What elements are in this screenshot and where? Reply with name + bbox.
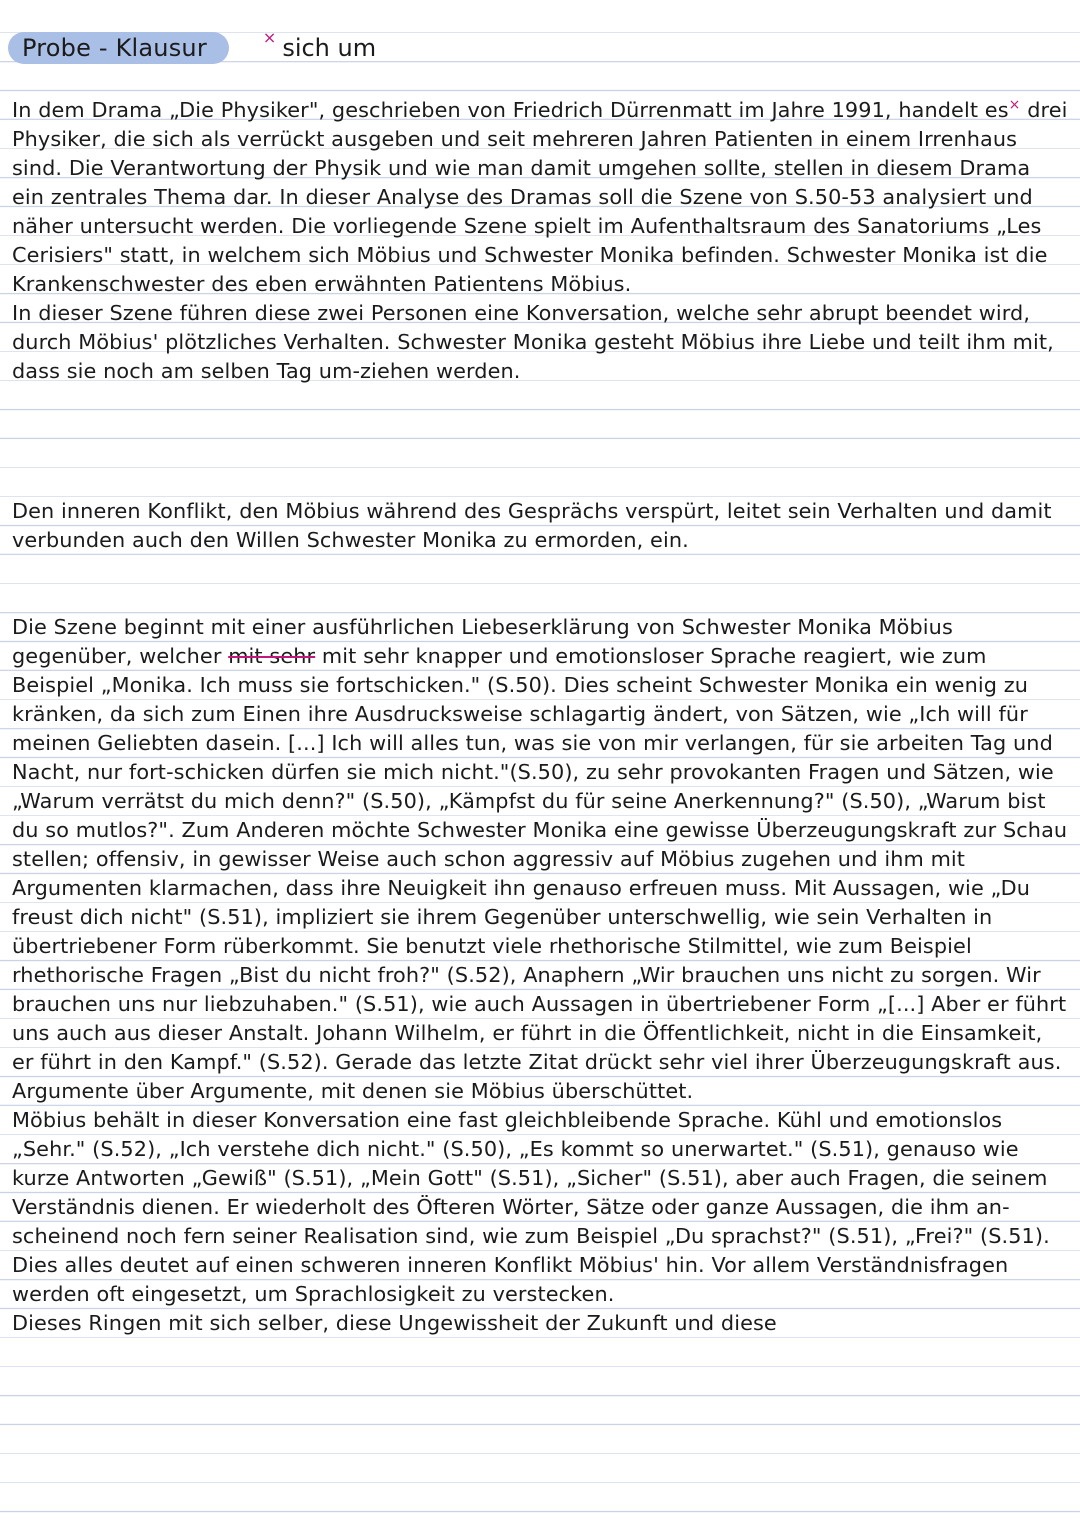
paragraph-moebius-analysis: Möbius behält in dieser Konversation eine fast gleichbleibende Sprache. Kühl und emotionslos „Sehr." (S.52), „Ich verstehe dich nicht." (S.50), „Es kommt so unerwartet." (S.51), genauso wie kurze Antworten „Gewiß" (S.51), „Mein Gott" (S.51), „Sicher" (S.51), aber auch Fragen, die seinem Verständnis dienen. Er wiederholt des Öfteren Wörter, Sätze oder ganze Aussagen, die ihm an-scheinend noch fern seiner Realisation sind, wie zum Beispiel „Du sprachst?" (S.51), „Frei?" (S.51). Dies alles deutet auf einen schweren inneren Konflikt Möbius' hin. Vor allem Verständnisfragen werden oft eingesetzt, um Sprachlosigkeit zu verstecken.: [12, 1108, 1050, 1306]
paragraph-introduction: [12, 91, 1068, 299]
paragraph-text: mit sehr knapper und emotionsloser Sprache reagiert, wie zum Beispiel „Monika. Ich muss sie fortschicken." (S.50). Dies scheint Schwester Monika ein wenig zu kränken, da sich zum Einen ihre Ausdrucksweise schlagartig ändert, von Sätzen, wie „Ich will für meinen Geliebten dasein. [...] Ich will alles tun, was sie von mir verlangen, für sie arbeiten Tag und Nacht, nur fort-schicken dürfen sie mich nicht."(S.50), zu sehr provokanten Fragen und Sätzen, wie „Warum verrätst du mich denn?" (S.50), „Kämpfst du für seine Anerkennung?" (S.50), „Warum bist du so mutlos?". Zum Anderen möchte Schwester Monika eine gewisse Überzeugungskraft zur Schau stellen; offensiv, in gewisser Weise auch schon aggressiv auf Möbius zugehen und ihm mit Argumenten klarmachen, dass ihre Neuigkeit ihn genauso erfreuen muss. Mit Aussagen, wie „Du freust dich nicht" (S.51), impliziert sie ihrem Gegenüber unterschwellig, wie sein Verhalten in übertriebener Form rüberkommt. Sie benutzt viele rhethorische Stilmittel, wie zum Beispiel rhethorische Fragen „Bist du nicht froh?" (S.52), Anaphern „Wir brauchen uns nicht zu sorgen. Wir brauchen uns nur liebzuhaben." (S.51), wie auch Aussagen in übertriebener Form „[...] Aber er führt uns auch aus dieser Anstalt. Johann Wilhelm, er führt in die Öffentlichkeit, nicht in die Einsamkeit, er führt in den Kampf." (S.52). Gerade das letzte Zitat drückt sehr viel ihrer Überzeugungskraft aus. Argumente über Argumente, mit denen sie Möbius überschüttet.: [12, 644, 1068, 1103]
correction-mark: ×: [262, 28, 277, 47]
paragraph-scene-summary: In dieser Szene führen diese zwei Personen eine Konversation, welche sehr abrupt beendet wird, durch Möbius' plötzliches Verhalten. Schwester Monika gesteht Möbius ihre Liebe und teilt ihm mit, dass sie noch am selben Tag um-ziehen werden.: [12, 300, 1054, 383]
paragraph-monika-analysis: [12, 613, 1068, 1106]
paragraph-text: Die Szene beginnt mit einer ausführlichen Liebeserklärung von Schwester Monika Möbius gegenüber, welcher: [12, 615, 953, 668]
analysis-section: [12, 613, 1068, 1338]
paragraph-thesis: Den inneren Konflikt, den Möbius während des Gesprächs verspürt, leitet sein Verhalten und damit verbunden auch den Willen Schwester Monika zu ermorden, ein.: [12, 499, 1052, 552]
intro-section: [12, 91, 1068, 386]
inline-correction-mark: ×: [1008, 97, 1021, 113]
page-title: Probe - Klausur: [8, 32, 229, 64]
header: [8, 28, 377, 64]
paragraph-text: drei Physiker, die sich als verrückt ausgeben und seit mehreren Jahren Patienten in einem Irrenhaus sind. Die Verantwortung der Physik und wie man damit umgehen sollte, stellen in diesem Drama ein zentrales Thema dar. In dieser Analyse des Dramas soll die Szene von S.50-53 analysiert und näher untersucht werden. Die vorliegende Szene spielt im Aufenthaltsraum des Sanatoriums „Les Cerisiers" statt, in welchem sich Möbius und Schwester Monika befinden. Schwester Monika ist die Krankenschwester des eben erwähnten Patientens Möbius.: [12, 97, 1068, 296]
correction-note: sich um: [282, 34, 377, 62]
paragraph-text: In dem Drama „Die Physiker", geschrieben von Friedrich Dürrenmatt im Jahre 1991, handelt es: [12, 97, 1009, 122]
thesis-section: [12, 497, 1068, 555]
struck-out-text: mit sehr: [228, 644, 316, 668]
paragraph-continuation: Dieses Ringen mit sich selber, diese Ungewissheit der Zukunft und diese: [12, 1311, 777, 1335]
